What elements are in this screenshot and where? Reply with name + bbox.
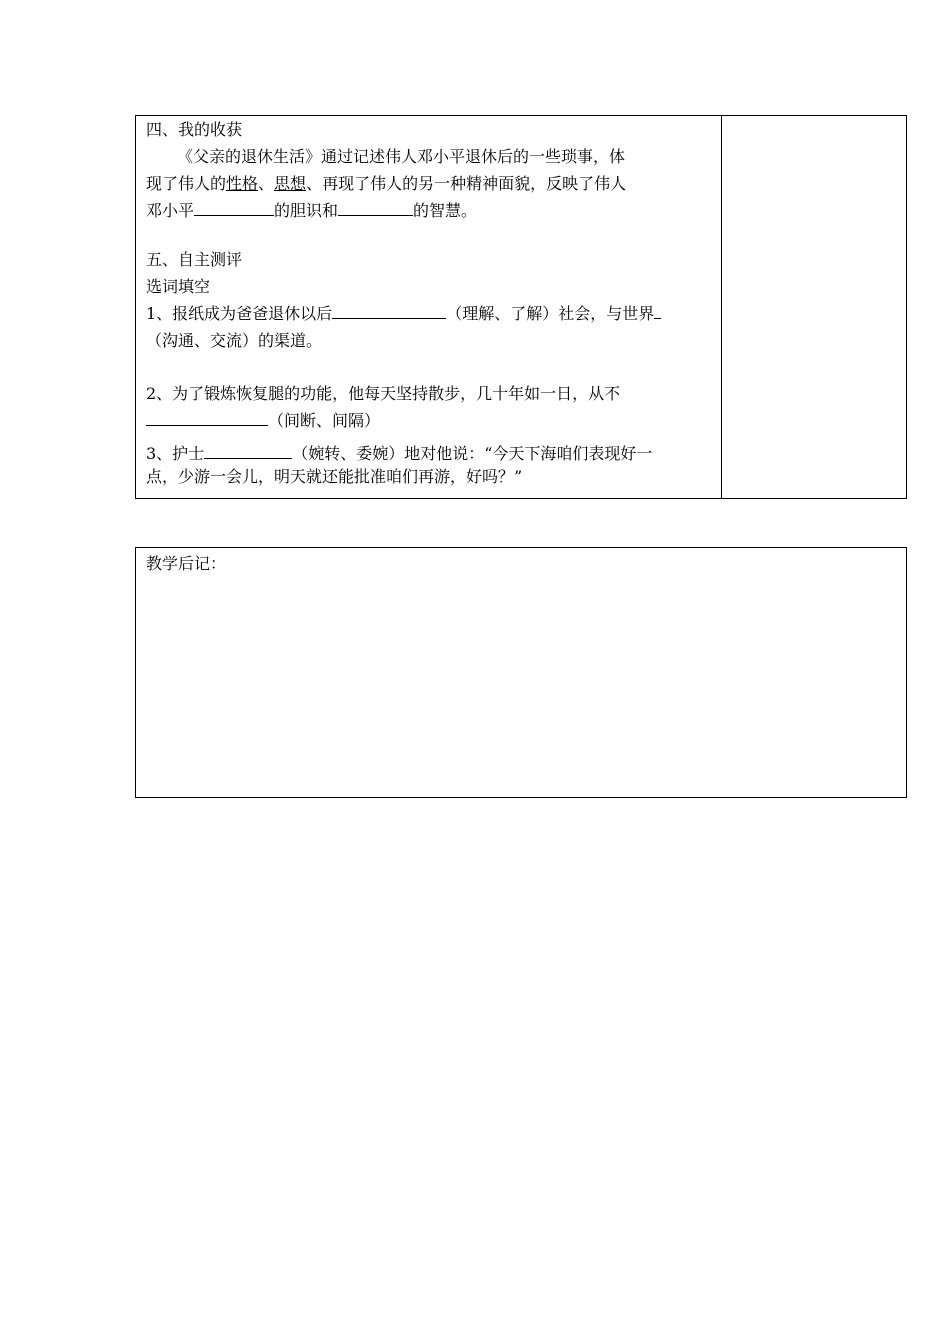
question-text: （间断、间隔）: [268, 411, 381, 430]
teaching-notes-box: [135, 547, 907, 798]
summary-text: 的智慧。: [413, 201, 478, 220]
lesson-content-cell: [136, 116, 722, 499]
summary-text: 邓小平: [146, 201, 195, 220]
summary-text: 现了伟人的: [146, 174, 227, 193]
side-column-cell: [721, 116, 906, 499]
question-2: 2、为了锻炼恢复腿的功能，他每天坚持散步，几十年如一日，从不: [146, 384, 621, 403]
section-5-subheading: 选词填空: [146, 277, 211, 296]
summary-line-1: [146, 143, 713, 170]
fill-blank[interactable]: [654, 301, 661, 319]
summary-line-3: [146, 197, 713, 224]
underlined-keyword: 思想: [274, 174, 307, 193]
question-text: （理解、了解）社会，与世界: [446, 304, 655, 323]
question-1: [146, 300, 713, 327]
underlined-keyword: 性格: [226, 174, 259, 193]
fill-blank[interactable]: [338, 198, 413, 216]
lesson-table: [135, 115, 907, 499]
summary-text: 的胆识和: [274, 201, 339, 220]
teaching-notes-label: 教学后记：: [146, 554, 227, 573]
section-5-heading: 五、自主测评: [146, 250, 243, 269]
fill-blank[interactable]: [332, 301, 446, 319]
summary-line-2: [146, 170, 713, 197]
summary-text: 《父亲的退休生活》通过记述伟人邓小平退休后的一些琐事，体: [177, 147, 626, 166]
question-3-cont: 点，少游一会儿，明天就还能批准咱们再游，好吗？”: [146, 467, 523, 486]
fill-blank[interactable]: [146, 408, 268, 426]
question-text: 3、护士: [146, 444, 205, 463]
question-3: [146, 441, 713, 466]
fill-blank[interactable]: [204, 441, 292, 459]
section-4-heading: 四、我的收获: [146, 120, 243, 139]
question-2-cont: [146, 407, 713, 434]
question-text: （婉转、委婉）地对他说：“今天下海咱们表现好一: [292, 444, 653, 463]
question-1-cont: （沟通、交流）的渠道。: [146, 331, 323, 350]
fill-blank[interactable]: [194, 198, 274, 216]
summary-text: 、: [258, 174, 275, 193]
summary-text: 、再现了伟人的另一种精神面貌，反映了伟人: [306, 174, 627, 193]
question-text: 1、报纸成为爸爸退休以后: [146, 304, 333, 323]
